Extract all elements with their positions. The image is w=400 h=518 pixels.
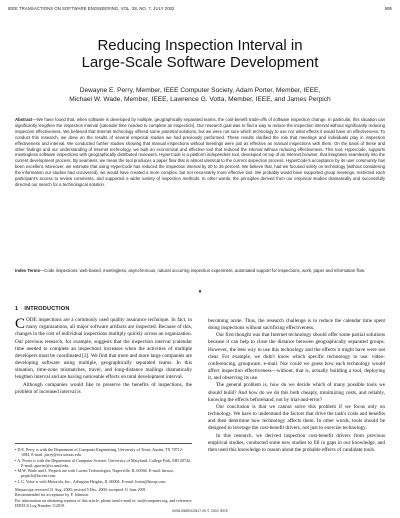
right-paragraph-1: becoming acute. Thus, the research challenge is to reduce the calendar time spent doing inspections without sacrificing effectiveness. xyxy=(208,318,385,332)
copyright-code: 0098-5589/02/$17.00 © 2002 IEEE xyxy=(172,509,228,513)
manuscript-received: Manuscript received 31 Aug. 2000; revised 5 Dec. 2000; accepted 11 June 2001. xyxy=(15,487,147,493)
section-number: 1 xyxy=(15,306,19,312)
abstract-text: —We have found that, when software is developed by multiple, geographically separated teams, the cost-benefit trade-offs of software inspection change. In particular, this situation can significantly lengthen the inspection interval (calendar time needed to complete an inspection). Our research goal was to find a way to reduce the inspection interval without significantly reducing inspection effectiveness. We believed that Internet technology offered some potential solutions, but we were not sure which technology to use nor what effects it would have on effectiveness. To conduct this research, we drew on the results of several empirical studies we had previously performed. These results clarified the role that meetings and individuals play in inspection effectiveness and interval. We conducted further studies showing that manual inspections without meetings were just as effective as manual inspections with them. On the basis of these and other findings and our understanding of Internet technology, we built an economical and effective tool that reduced the interval without reducing effectiveness. This tool, Hypercode, supports meetingless software inspections with geographically distributed reviewers. HyperCode is a platform independent tool, developed on top of an Internet browser, that integrates seamlessly into the current development process. By seamless, we mean the tool produces a paper flow that is almost identical to the current inspection process. HyperCode's acceptance by its user community has been excellent. Moreover, we estimate that using HyperCode has reduced the inspection interval by 20 to 25 percent. We believe that, had we focused solely on technology (without considering the information our studies had uncovered), we would have created a more complex, but not necessarily more effective tool. We probably would have supported group meetings, restricted each participant's access to review comments, and supported a wider variety of inspection methods. In other words, the principles derived from our empirical studies dramatically and successfully directed our search for a technological solution. xyxy=(15,117,385,187)
authors-line-1: Dewayne E. Perry, Member, IEEE Computer Society, Adam Porter, Member, IEEE, xyxy=(79,87,321,94)
footnotes xyxy=(15,443,192,508)
intro-paragraph-1-text: ODE inspections are a commonly used quality assurance technique. In fact, in many organizations, all major software artifacts are inspected. Because of this, changes in the cost of individual inspections multiply quickly across an organization. Our previous research, for example, suggests that the inspection interval (calendar time needed to complete an inspection) increases when the activities of multiple developers must be coordinated [2]. We find that more and more large companies are developing software using multiple, geographically separated teams. In this situation, time-zone mismatches, travel, and long-distance mailings dramatically lengthen interval and are having noticeable effects on total development interval. xyxy=(15,317,192,381)
reprints-info: For information on obtaining reprints of this article, please send e-mail to: tse@computer.org, and reference IEEECS Log Number 112819. xyxy=(15,497,192,508)
footnote-affiliation: • D.E. Perry is with the Department of Computer Engineering, University of Texas, Austin, TX 78712-1084. E-mail: perry@ece.utexas.edu. xyxy=(15,447,184,458)
intro-paragraph-2: Although companies would like to preserve the benefits of inspections, the problem of increased interval is xyxy=(15,381,192,395)
section-heading xyxy=(15,306,192,313)
running-head xyxy=(8,6,392,11)
right-paragraph-3: The general problem is, how do we decide which of many possible tools we should build? And how do we do this both cheaply, minimizing costs, and reliably, knowing the effects beforehand, not by trial-and-error? xyxy=(208,382,385,403)
right-paragraph-5: In this research, we derived inspection cost-benefit drivers from previous empirical studies, conducted some new studies to fill in gaps in our knowledge, and then used this knowledge to reason about the probable effects of candidate tools. xyxy=(208,432,385,453)
title-line-2: Large-Scale Software Development xyxy=(81,54,319,71)
abstract xyxy=(15,117,385,188)
authors-line-2: Michael W. Wade, Member, IEEE, Lawrence G. Votta, Member, IEEE, and James Perpich xyxy=(69,96,331,103)
title-line-1: Reducing Inspection Interval in xyxy=(97,37,303,54)
right-paragraph-4: Our conclusion is that we cannot solve this problem if we focus only on technology. We have to understand the factors that drive the task's costs and benefits and then determine how technology affects them. In other words, tools should be designed to leverage the cost-benefit drivers, not just to exercise technology. xyxy=(208,403,385,432)
right-paragraph-2: Our first thought was that Internet technology should offer some partial solutions because it can help to close the distance between geographically separated groups. However, the best way to use this technology and the effects it might have were not clear. For example, we didn't know which specific technology to use: video-conferencing, groupware, e-mail. Nor could we guess how each technology would affect inspection effectiveness—without, that is, actually building a tool, deploying it, and observing its use. xyxy=(208,332,385,382)
index-terms xyxy=(15,268,385,274)
page-number: 695 xyxy=(384,6,392,11)
paper-title xyxy=(0,37,400,71)
index-terms-label: Index Terms xyxy=(15,268,40,273)
recommended-editor: Recommended for acceptance by P. Johnson. xyxy=(15,492,89,498)
index-terms-text: —Code inspections: web-based, meetingless, asynchronous, natural occurring inspection experiment, automated support for inspections, work, paper and information flow. xyxy=(40,268,366,273)
section-title: INTRODUCTION xyxy=(24,306,70,312)
footnote-affiliation: • M.W. Wade and J. Perpich are with Lucent Technologies, Naperville, IL 60566. E-mail: lmwzz, perpich@lucent.com. xyxy=(15,468,174,479)
intro-paragraph-1 xyxy=(15,317,192,381)
footnote-affiliation: • L.G. Votta is with Motorola, Inc., Arlington Heights, IL 60004. E-mail: lvotta@bioxp.com. xyxy=(15,478,167,484)
abstract-label: Abstract xyxy=(15,117,33,122)
left-column xyxy=(15,300,192,396)
journal-header: IEEE TRANSACTIONS ON SOFTWARE ENGINEERING, VOL. 28, NO. 7, JULY 2002 xyxy=(8,6,175,11)
author-list xyxy=(20,86,380,104)
drop-cap: C xyxy=(15,316,26,333)
footnote-affiliation: • A. Porter is with the Department of Computer Science, University of Maryland, College Park, MD 20742. E-mail: aporter@cs.umd.edu. xyxy=(15,457,192,468)
right-column xyxy=(208,318,385,454)
section-ornament: ♦ xyxy=(198,289,202,295)
